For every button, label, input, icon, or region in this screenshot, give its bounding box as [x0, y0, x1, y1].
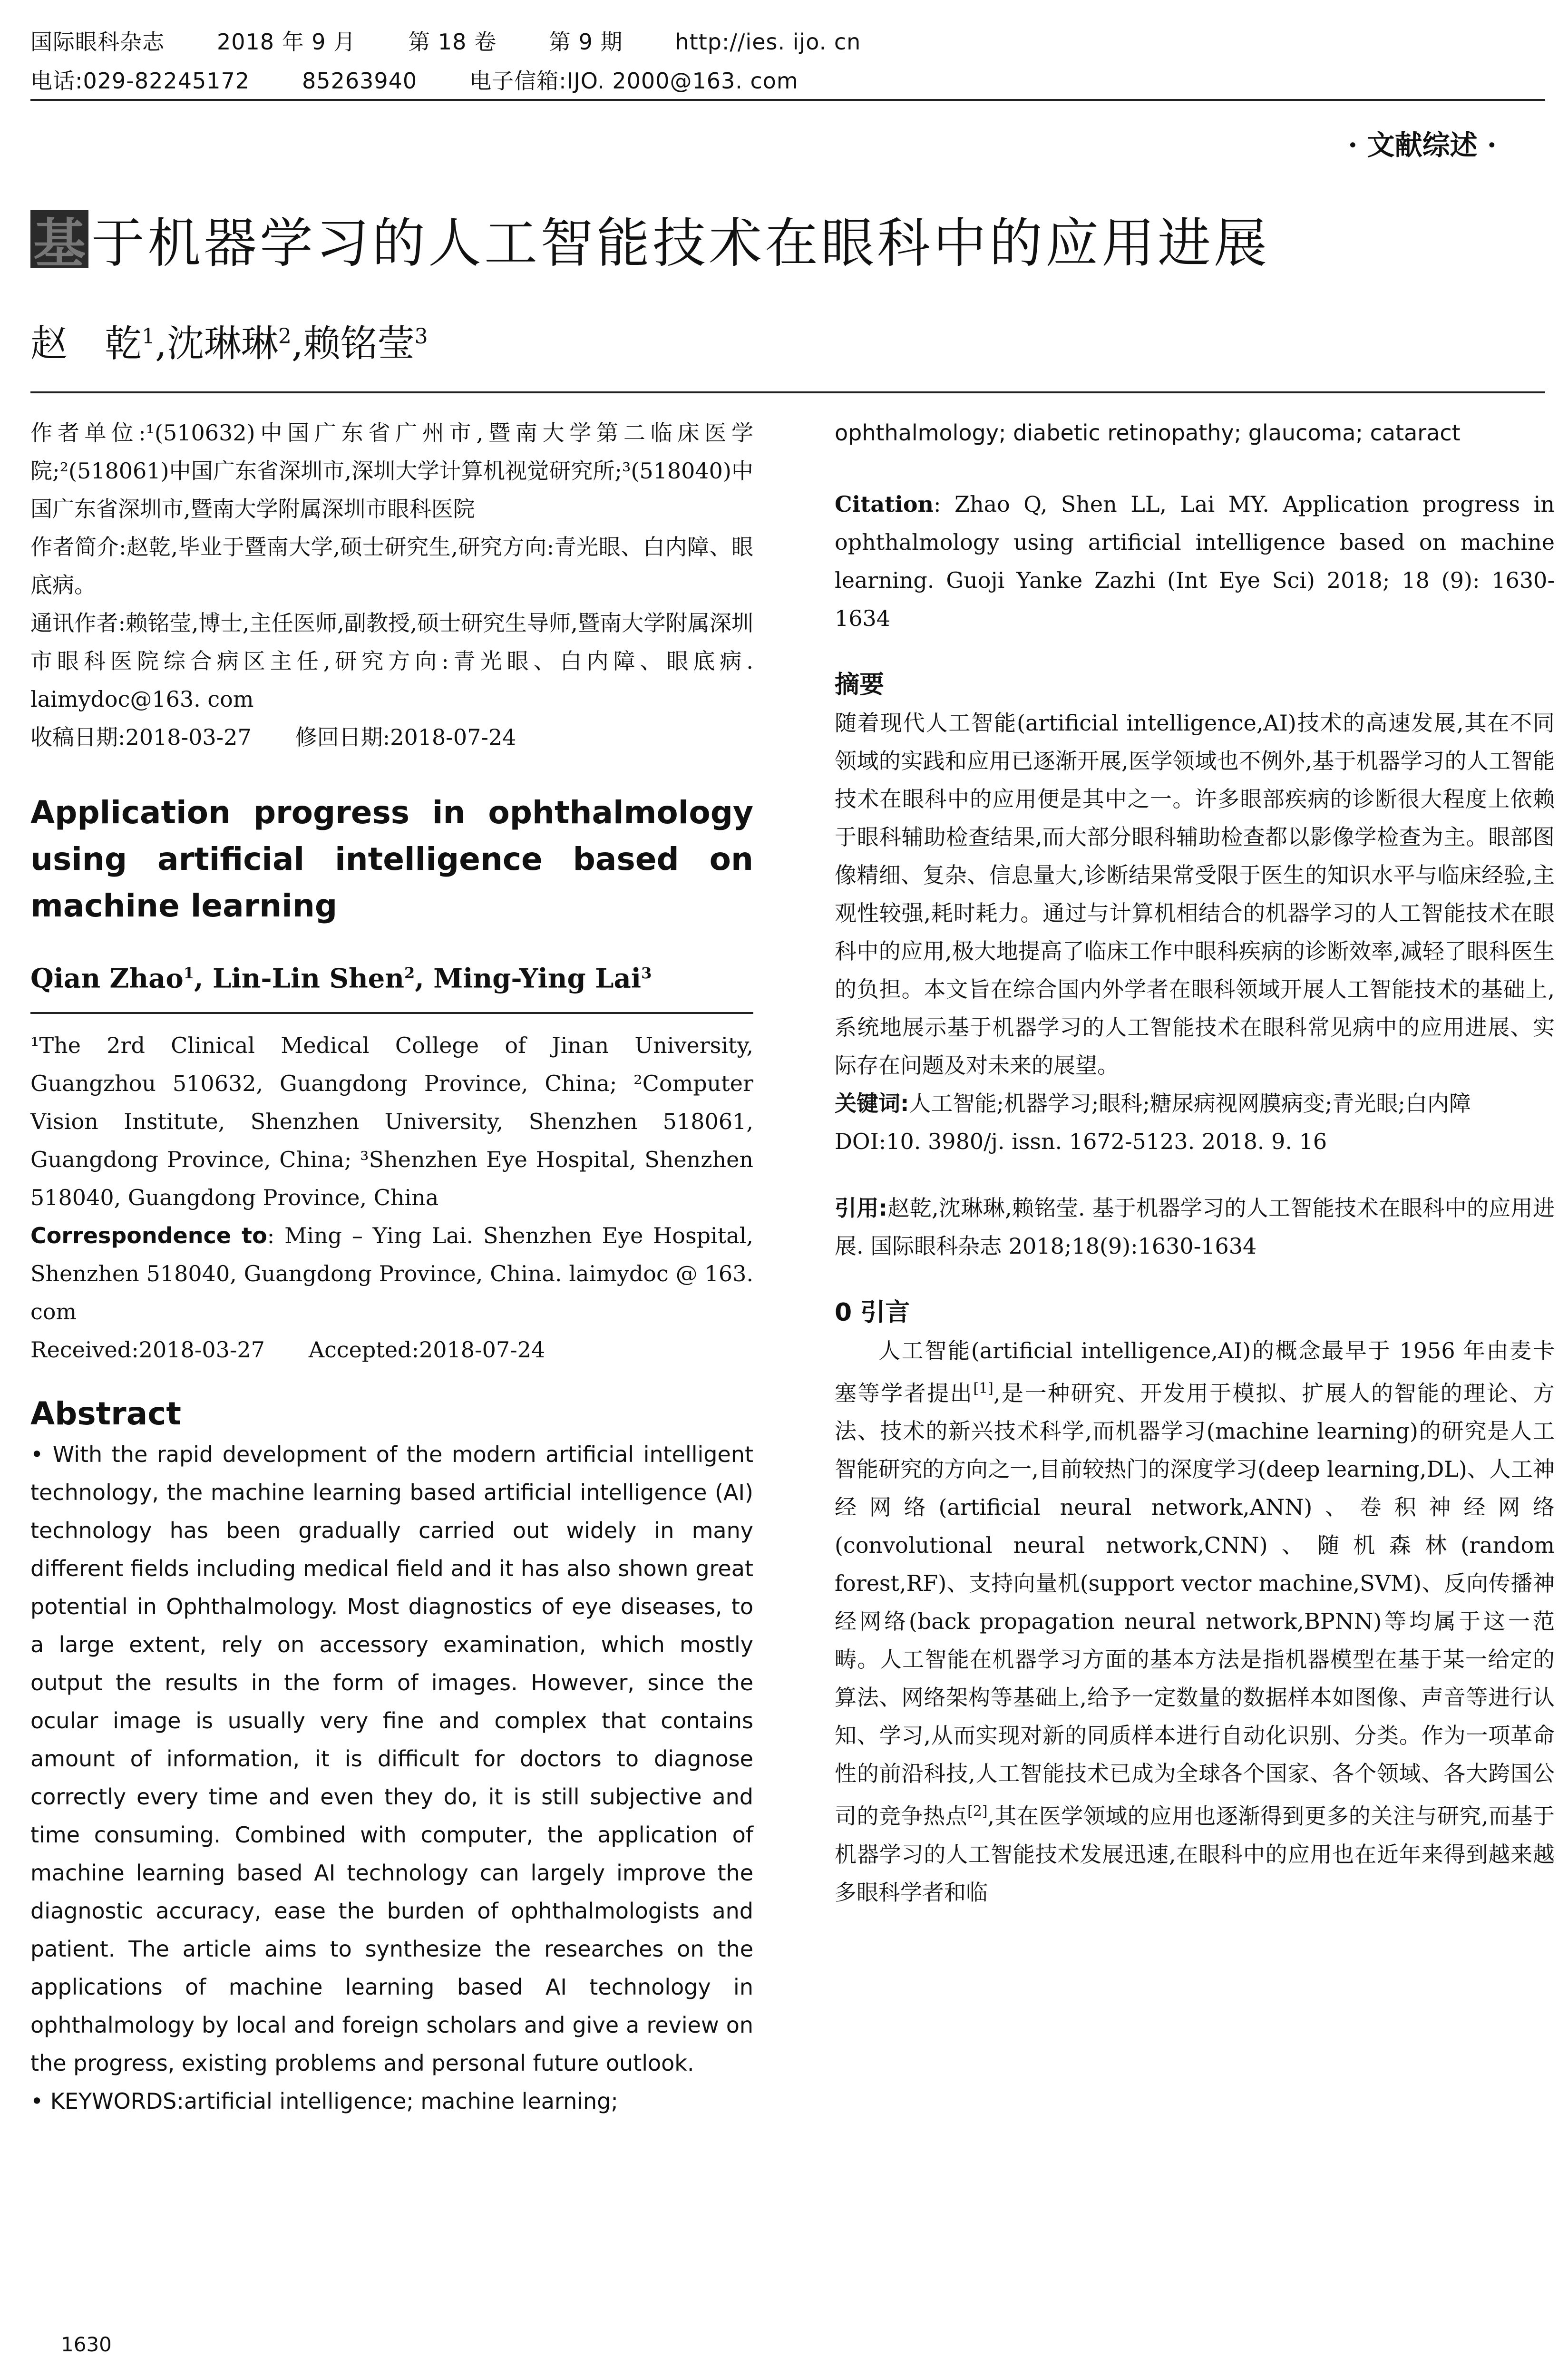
- authors-cn: 赵 乾$^1$,沈琳琳$^2$,赖铭莹$^3$: [30, 322, 428, 365]
- title-rule: [30, 391, 1545, 393]
- correspondence-en: [30, 1217, 753, 1331]
- right-column: [835, 414, 1555, 1911]
- page-number: 1630: [61, 2333, 112, 2356]
- author-name: Lin-Lin Shen: [213, 963, 405, 994]
- intro-paragraph: [835, 1332, 1555, 1911]
- journal-url[interactable]: http://ies. ijo. cn: [675, 29, 861, 55]
- citation-cn-label: 引用:: [835, 1195, 888, 1221]
- reference-2[interactable]: [2]: [967, 1803, 988, 1820]
- author-affil-mark: 1: [183, 964, 195, 982]
- journal-header-line-1: [30, 25, 913, 56]
- author-name: Qian Zhao: [30, 963, 184, 994]
- journal-header-line-2: [30, 64, 851, 95]
- correspondence-text: : Ming – Ying Lai. Shenzhen Eye Hospital, Shenzhen 518040, Guangdong Province, China. laimydoc @ 163. com: [30, 1222, 753, 1325]
- author-name: 赵 乾: [30, 322, 142, 365]
- reference-1[interactable]: [1]: [973, 1380, 993, 1397]
- journal-name: 国际眼科杂志: [30, 29, 165, 55]
- intro-text-2: ,是一种研究、开发用于模拟、扩展人的智能的理论、方法、技术的新兴技术科学,而机器学习(machine learning)的研究是人工智能研究的方向之一,目前较热门的深度学习(deep learning,DL)、人工神经网络(artificial neural network,ANN)、卷积神经网络(convolutional neural network,CNN)、随机森林(random forest,RF)、支持向量机(support vector machine,SVM)、反向传播神经网络(back propagation neural network,BPNN)等均属于这一范畴。人工智能在机器学习方面的基本方法是指机器模型在基于某一给定的算法、网络架构等基础上,给予一定数量的数据样本如图像、声音等进行认知、学习,从而实现对新的同质样本进行自动化识别、分类。作为一项革命性的前沿科技,人工智能技术已成为全球各个国家、各个领域、各大跨国公司的竞争热点: [835, 1380, 1555, 1829]
- title-text: 于机器学习的人工智能技术在眼科中的应用进展: [91, 213, 1270, 274]
- received-en: Received:2018-03-27 Accepted:2018-07-24: [30, 1336, 545, 1363]
- title-initial-block: 基: [30, 210, 88, 268]
- author-affil-mark: 3: [641, 964, 652, 982]
- correspondence-cn: 通讯作者:赖铭莹,博士,主任医师,副教授,硕士研究生导师,暨南大学附属深圳市眼科医院综合病区主任,研究方向:青光眼、白内障、眼底病. laimydoc@163. com: [30, 610, 753, 712]
- keywords-label: • KEYWORDS:: [30, 2088, 184, 2114]
- author-affil-mark: 2: [278, 324, 292, 349]
- affiliation-cn: 作者单位:¹(510632)中国广东省广州市,暨南大学第二临床医学院;²(518061)中国广东省深圳市,深圳大学计算机视觉研究所;³(518040)中国广东省深圳市,暨南大学附属深圳市眼科医院: [30, 420, 753, 522]
- journal-email[interactable]: 电子信箱:IJO. 2000@163. com: [469, 68, 799, 94]
- english-title: Application progress in ophthalmology using artificial intelligence based on machine learning: [30, 794, 753, 924]
- citation-text: : Zhao Q, Shen LL, Lai MY. Application progress in ophthalmology using artificial intelligence based on machine learning. Guoji Yanke Zazhi (Int Eye Sci) 2018; 18 (9): 1630-1634: [835, 491, 1555, 631]
- issue-date: 2018 年 9 月: [217, 29, 356, 55]
- keywords-en-continued: ophthalmology; diabetic retinopathy; glaucoma; cataract: [835, 420, 1461, 446]
- intro-heading: 0 引言: [835, 1298, 910, 1327]
- author-name: 沈琳琳: [166, 322, 278, 365]
- author-bio-cn: 作者简介:赵乾,毕业于暨南大学,硕士研究生,研究方向:青光眼、白内障、眼底病。: [30, 534, 753, 598]
- english-authors: Qian Zhao$^1$, Lin-Lin Shen$^2$, Ming-Ying Lai$^3$: [30, 963, 652, 994]
- volume: 第 18 卷: [408, 29, 497, 55]
- author-affil-mark: 1: [142, 324, 156, 349]
- author-name: Ming-Ying Lai: [433, 963, 642, 994]
- dates-cn: 收稿日期:2018-03-27 修回日期:2018-07-24: [30, 724, 516, 750]
- citation-label: Citation: [835, 491, 934, 517]
- affiliation-en: ¹The 2rd Clinical Medical College of Jinan University, Guangzhou 510632, Guangdong Province, China; ²Computer Vision Institute, Shenzhen University, Shenzhen 518061, Guangdong Province, China; ³Shenzhen Eye Hospital, Shenzhen 518040, Guangdong Province, China: [30, 1032, 753, 1210]
- column-label: · 文献综述 ·: [1348, 129, 1497, 161]
- phone-2: 85263940: [302, 68, 418, 94]
- author-affil-mark: 3: [414, 324, 428, 349]
- abstract-cn-heading: 摘要: [835, 671, 885, 699]
- citation-cn-text: 赵乾,沈琳琳,赖铭莹. 基于机器学习的人工智能技术在眼科中的应用进展. 国际眼科杂志 2018;18(9):1630-1634: [835, 1195, 1555, 1259]
- keywords-cn-label: 关键词:: [835, 1091, 909, 1116]
- keywords-cn: [835, 1084, 1555, 1122]
- abstract-text: • With the rapid development of the modern artificial intelligent technology, the machine learning based artificial intelligence (AI) technology has been gradually carried out widely in many different fields including medical field and it has also shown great potential in Ophthalmology. Most diagnostics of eye diseases, to a large extent, rely on accessory examination, which mostly output the results in the form of images. However, since the ocular image is usually very fine and complex that contains amount of information, it is difficult for doctors to diagnose correctly every time and even they do, it is still subjective and time consuming. Combined with computer, the application of machine learning based AI technology can largely improve the diagnostic accuracy, ease the burden of ophthalmologists and patient. The article aims to synthesize the researches on the applications of machine learning based AI technology in ophthalmology by local and foreign scholars and give a review on the progress, existing problems and personal future outlook.: [30, 1441, 753, 2076]
- article-title: [30, 207, 1270, 274]
- correspondence-label: Correspondence to: [30, 1222, 267, 1248]
- citation-cn: [835, 1189, 1555, 1265]
- citation-en: [835, 485, 1555, 637]
- left-column: [30, 414, 753, 2120]
- abstract-cn-text: 随着现代人工智能(artificial intelligence,AI)技术的高速发展,其在不同领域的实践和应用已逐渐开展,医学领域也不例外,基于机器学习的人工智能技术在眼科中的应用便是其中之一。许多眼部疾病的诊断很大程度上依赖于眼科辅助检查结果,而大部分眼科辅助检查都以影像学检查为主。眼部图像精细、复杂、信息量大,诊断结果常受限于医生的知识水平与临床经验,主观性较强,耗时耗力。通过与计算机相结合的机器学习的人工智能技术在眼科中的应用,极大地提高了临床工作中眼科疾病的诊断效率,减轻了眼科医生的负担。本文旨在综合国内外学者在眼科领域开展人工智能技术的基础上,系统地展示基于机器学习的人工智能技术在眼科常见病中的应用进展、实际存在问题及对未来的展望。: [835, 710, 1555, 1078]
- author-name: 赖铭莹: [303, 322, 415, 365]
- header-rule: [30, 99, 1545, 101]
- keywords-en: [30, 2082, 753, 2120]
- abstract-heading: Abstract: [30, 1395, 181, 1432]
- doi[interactable]: DOI:10. 3980/j. issn. 1672-5123. 2018. 9. 16: [835, 1129, 1327, 1154]
- phone-1: 电话:029-82245172: [30, 68, 250, 94]
- intro-text-1: 人工智能(artificial intelligence,AI)的概念最早于 1956 年由麦卡塞等学者提出: [835, 1338, 1555, 1406]
- issue-number: 第 9 期: [548, 29, 623, 55]
- keywords-cn-text: 人工智能;机器学习;眼科;糖尿病视网膜病变;青光眼;白内障: [909, 1091, 1471, 1116]
- intro-text-3: ,其在医学领域的应用也逐渐得到更多的关注与研究,而基于机器学习的人工智能技术发展迅速,在眼科中的应用也在近年来得到越来越多眼科学者和临: [835, 1803, 1555, 1905]
- author-affil-mark: 2: [404, 964, 415, 982]
- keywords-text: artificial intelligence; machine learning;: [184, 2088, 618, 2114]
